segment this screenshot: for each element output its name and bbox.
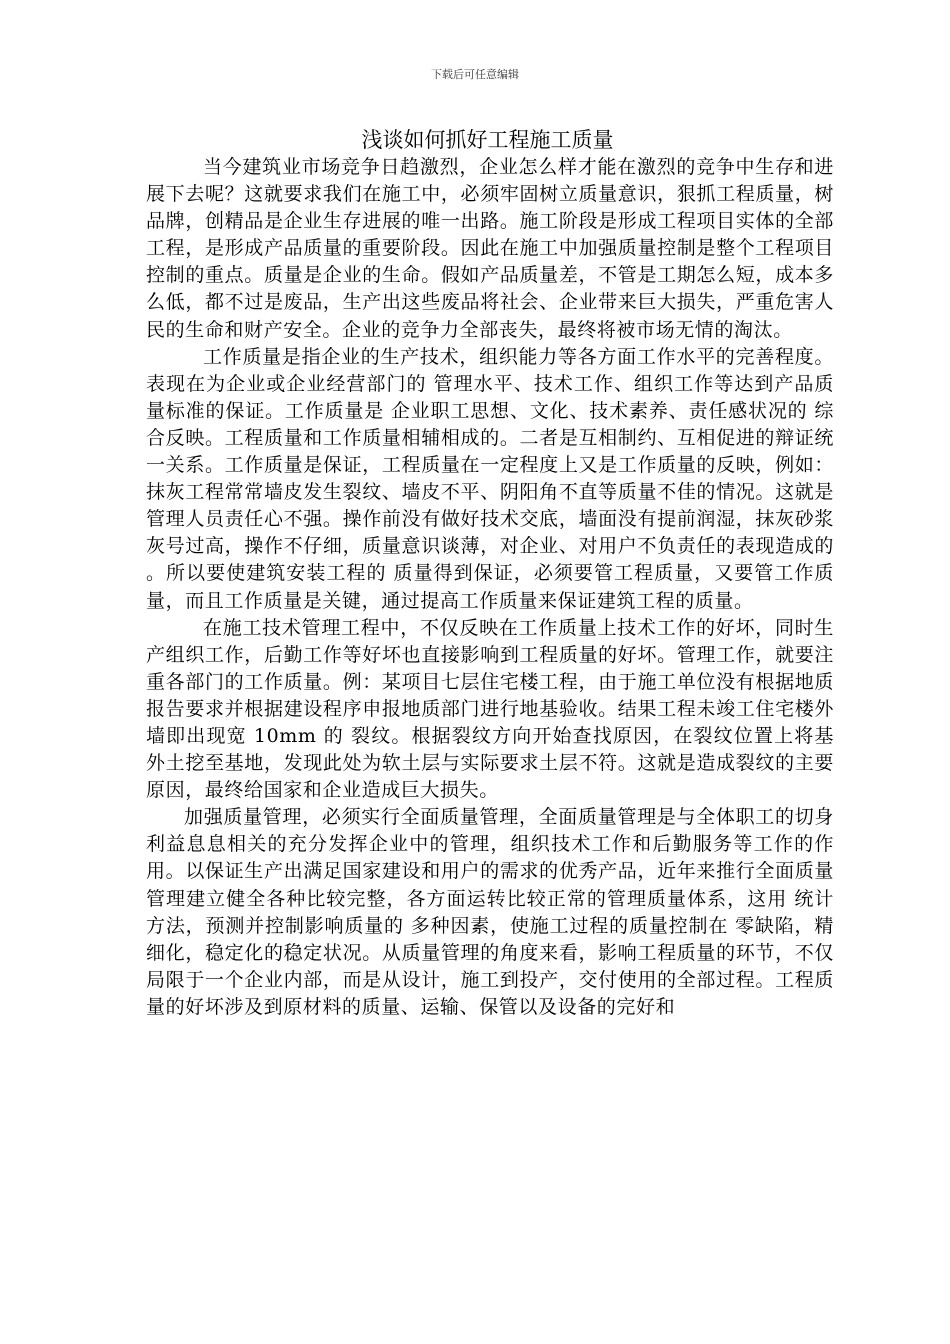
header-note: 下载后可任意编辑 (431, 68, 519, 81)
paragraph-3: 在施工技术管理工程中，不仅反映在工作质量上技术工作的好坏，同时生产组织工作，后勤工作等好坏也直接影响到工程质量的好坏。管理工作，就要注重各部门的工作质量。例：某项目七层住宅楼工程，由于施工单位没有根据地质报告要求并根据建设程序申报地质部门进行地基验收。结果工程未竣工住宅楼外墙即出现宽 10mm 的 裂纹。根据裂纹方向开始查找原因，在裂纹位置上将基外土挖至基地，发现此处为软土层与实际要求土层不符。这就是造成裂纹的主要原因，最终给国家和企业造成巨大损失。 (146, 616, 834, 802)
document-title: 浅谈如何抓好工程施工质量 (361, 128, 614, 152)
document-body (146, 154, 834, 1021)
paragraph-2: 工作质量是指企业的生产技术，组织能力等各方面工作水平的完善程度。表现在为企业或企业经营部门的 管理水平、技术工作、组织工作等达到产品质量标准的保证。工作质量是 企业职工思想、文化、技术素养、责任感状况的 综合反映。工程质量和工作质量相辅相成的。二者是互相制约、互相促进的辩证统一关系。工作质量是保证，工程质量在一定程度上又是工作质量的反映，例如：抹灰工程常常墙皮发生裂纹、墙皮不平、阴阳角不直等质量不佳的情况。这就是管理人员责任心不强。操作前没有做好技术交底，墙面没有提前润湿，抹灰砂浆灰号过高，操作不仔细，质量意识谈薄，对企业、对用户不负责任的表现造成的 。所以要使建筑安装工程的 质量得到保证，必须要管工程质量，又要管工作质量，而且工作质量是关键，通过提高工作质量来保证建筑工程的质量。 (146, 345, 834, 612)
paragraph-1: 当今建筑业市场竞争日趋激烈，企业怎么样才能在激烈的竞争中生存和进展下去呢？这就要求我们在施工中，必须牢固树立质量意识，狠抓工程质量，树品牌，创精品是企业生存进展的唯一出路。施工阶段是形成工程项目实体的全部工程，是形成产品质量的重要阶段。因此在施工中加强质量控制是整个工程项目控制的重点。质量是企业的生命。假如产品质量差，不管是工期怎么短，成本多么低，都不过是废品，生产出这些废品将社会、企业带来巨大损失，严重危害人民的生命和财产安全。企业的竞争力全部丧失，最终将被市场无情的淘汰。 (146, 156, 834, 341)
paragraph-4: 加强质量管理，必须实行全面质量管理，全面质量管理是与全体职工的切身利益息息相关的充分发挥企业中的管理，组织技术工作和后勤服务等工作的作用。以保证生产出满足国家建设和用户的需求的优秀产品，近年来推行全面质量管理建立健全各种比较完整，各方面运转比较正常的管理质量体系，这用 统计方法，预测并控制影响质量的 多种因素，使施工过程的质量控制在 零缺陷，精细化，稳定化的稳定状况。从质量管理的角度来看，影响工程质量的环节，不仅局限于一个企业内部，而是从设计，施工到投产，交付使用的全部过程。工程质量的好坏涉及到原材料的质量、运输、保管以及设备的完好和 (146, 806, 834, 1018)
